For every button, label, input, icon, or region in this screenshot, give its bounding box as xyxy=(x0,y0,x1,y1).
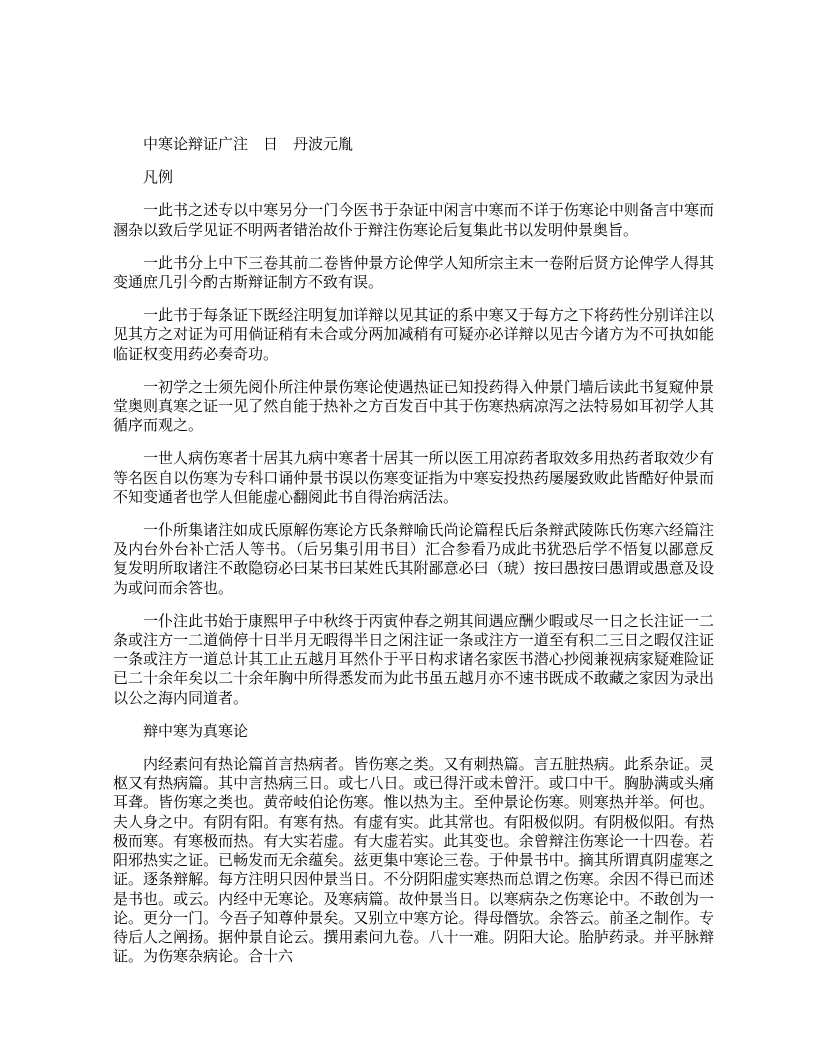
paragraph: 一仆所集诸注如成氏原解伤寒论方氏条辩喻氏尚论篇程氏后条辩武陵陈氏伤寒六经篇注及内台外台补亡活人等书。（后另集引用书目）汇合参看乃成此书犹恐后学不悟复以鄙意反复发明所取诸注不敢隐窃必曰某书曰某姓氏其附鄙意必曰（琥）按曰愚按曰愚谓或愚意及设为或问而余答也。 xyxy=(113,523,714,597)
paragraph: 一世人病伤寒者十居其九病中寒者十居其一所以医工用凉药者取效多用热药者取效少有等名医自以伤寒为专科口诵仲景书误以伤寒变证指为中寒妄投热药屡屡致败此皆酷好仲景而不知变通者也学人但能虚心翻阅此书自得治病活法。 xyxy=(113,451,714,506)
section-heading-fanli: 凡例 xyxy=(143,170,174,187)
document-content xyxy=(113,136,714,981)
paragraph: 一此书之述专以中寒另分一门今医书于杂证中闲言中寒而不详于伤寒论中则备言中寒而溷杂以致后学见证不明两者错治故仆于辩注伤寒论后复集此书以发明仲景奥旨。 xyxy=(113,203,714,239)
paragraph: 一初学之士须先阅仆所注仲景伤寒论使遇热证已知投药得入仲景门墙后读此书复窥仲景堂奥则真寒之证一见了然自能于热补之方百发百中其于伤寒热病凉泻之法特易如耳初学人其循序而观之。 xyxy=(113,379,714,435)
paragraph: 一仆注此书始于康熙甲子中秋终于丙寅仲春之朔其间遇应酬少暇或尽一日之长注证一二条或注方一二道倘停十日半月无暇得半日之闲注证一条或注方一道至有积二三日之暇仅注证一条或注方一道总计其工止五越月耳然仆于平日构求诸名家医书潜心抄阅兼视病家疑难险证已二十余年矣以二十余年胸中所得悉发而为此书虽五越月亦不速书既成不敢藏之家因为录出以公之海内同道者。 xyxy=(113,613,714,707)
document-title: 中寒论辩证广注 日 丹波元胤 xyxy=(143,137,354,153)
section-heading-bian-zhonghan: 辩中寒为真寒论 xyxy=(143,723,249,740)
paragraph: 一此书分上中下三卷其前二卷皆仲景方论俾学人知所宗主末一卷附后贤方论俾学人得其变通庶几引今酌古斯辩证制方不致有误。 xyxy=(113,255,714,292)
paragraph: 一此书于每条证下既经注明复加详辩以见其证的系中寒又于每方之下将药性分别详注以见其方之对证为可用倘证稍有未合或分两加减稍有可疑亦必详辩以见古今诸方为不可执如能临证权变用药必奏奇功。 xyxy=(113,308,714,363)
paragraph: 内经素问有热论篇首言热病者。皆伤寒之类。又有刺热篇。言五脏热病。此系杂证。灵枢又有热病篇。其中言热病三日。或七八日。或已得汗或未曾汗。或口中干。胸胁满或头痛耳聋。皆伤寒之类也。黄帝岐伯论伤寒。惟以热为主。至仲景论伤寒。则寒热并举。何也。夫人身之中。有阴有阳。有寒有热。有虚有实。此其常也。有阳极似阴。有阴极似阳。有热极而寒。有寒极而热。有大实若虚。有大虚若实。此其变也。余曾辩注伤寒论一十四卷。若阳邪热实之证。已畅发而无余蕴矣。兹更集中寒论三卷。于仲景书中。摘其所谓真阴虚寒之证。逐条辩解。每方注明只因仲景当日。不分阴阳虚实寒热而总谓之伤寒。余因不得已而述是书也。或云。内经中无寒论。及寒病篇。故仲景当日。以寒病杂之伤寒论中。不敢创为一论。更分一门。今吾子知尊仲景矣。又别立中寒方论。得母僭欤。余答云。前圣之制作。专待后人之阐扬。据仲景自论云。撰用素问九卷。八十一难。阴阳大论。胎胪药录。并平脉辩证。为伤寒杂病论。合十六 xyxy=(113,757,714,966)
